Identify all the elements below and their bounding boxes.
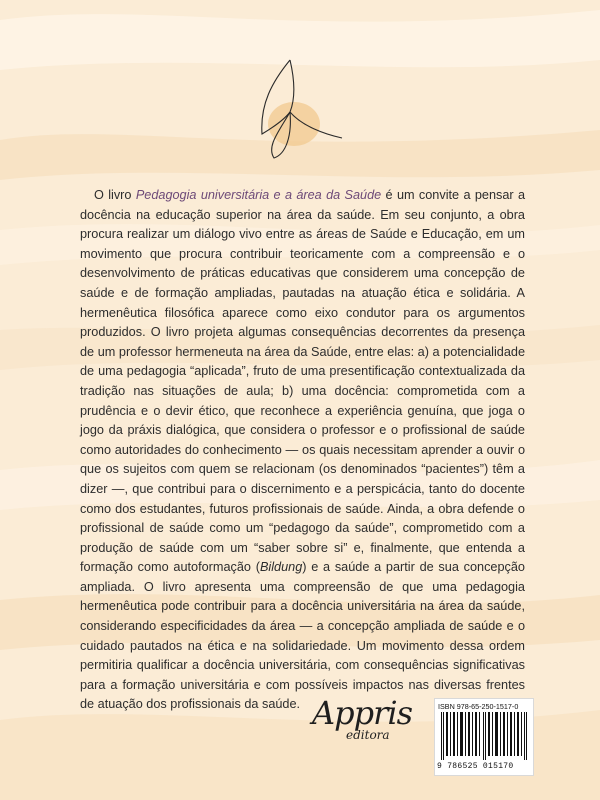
synopsis-intro: O livro: [94, 188, 136, 202]
publisher-subtitle: editora: [346, 728, 390, 742]
synopsis-paragraph: [80, 186, 525, 715]
bildung-term: Bildung: [259, 560, 303, 575]
isbn-barcode: [434, 698, 534, 776]
isbn-label: ISBN 978-65-250-1517-0: [438, 702, 519, 711]
publisher-name: Appris: [312, 694, 413, 732]
synopsis-body-2: ) e a saúde a partir de sua concepção ampliada. O livro apresenta uma compreensão de que uma pedagogia hermenêutica pode contribuir para a docência universitária na área da saúde, considerando especificidades da área — a concepção ampliada de saúde e o cuidado pautados na ética e na solidariedade. Um movimento dessa ordem permitiria qualificar a docência universitária, com consequências significativas para a formação universitária e com possíveis impactos nas diversas frentes de atuação dos profissionais da saúde.: [80, 560, 525, 712]
publisher-logo: [312, 694, 422, 746]
book-title-inline: Pedagogia universitária e a área da Saúde: [135, 188, 382, 202]
butterfly-icon: [232, 42, 352, 172]
back-cover-synopsis: [80, 186, 525, 715]
barcode-digits: 9 786525 015170: [437, 762, 514, 771]
barcode-bars: [441, 712, 527, 760]
synopsis-body-1: é um convite a pensar a docência na educação superior na área da saúde. Em seu conjunto, a obra procura realizar um diálogo vivo entre as áreas de Saúde e Educação, em um movimento que procura contribuir teoricamente com a compreensão e o desenvolvimento de práticas educativas que considerem uma concepção de saúde e de formação ampliadas, pautadas na atuação ética e solidária. A hermenêutica filosófica aparece como eixo condutor para os argumentos produzidos. O livro projeta algumas consequências decorrentes da presença de um professor hermeneuta na área da Saúde, entre elas: a) a potencialidade de uma pedagogia “aplicada”, fruto de uma presentificação contextualizada da tradição nas situações de aula; b) uma docência: comprometida com a prudência e o devir ético, que reconhece a experiência genuína, que joga o jogo da práxis dialógica, que considera o professor e o profissional de saúde como autoridades do conhecimento — os quais necessitam aprender a ouvir o que os sujeitos com quem se relacionam (os denominados “pacientes”) têm a dizer —, que contribui para o discernimento e a perspicácia, tanto do docente como dos estudantes, futuros profissionais de saúde. Ainda, a obra defende o profissional de saúde como um “pedagogo da saúde”, comprometido com a produção de saúde com um “saber sobre si” e, finalmente, que entenda a formação como autoformação (: [80, 188, 526, 575]
